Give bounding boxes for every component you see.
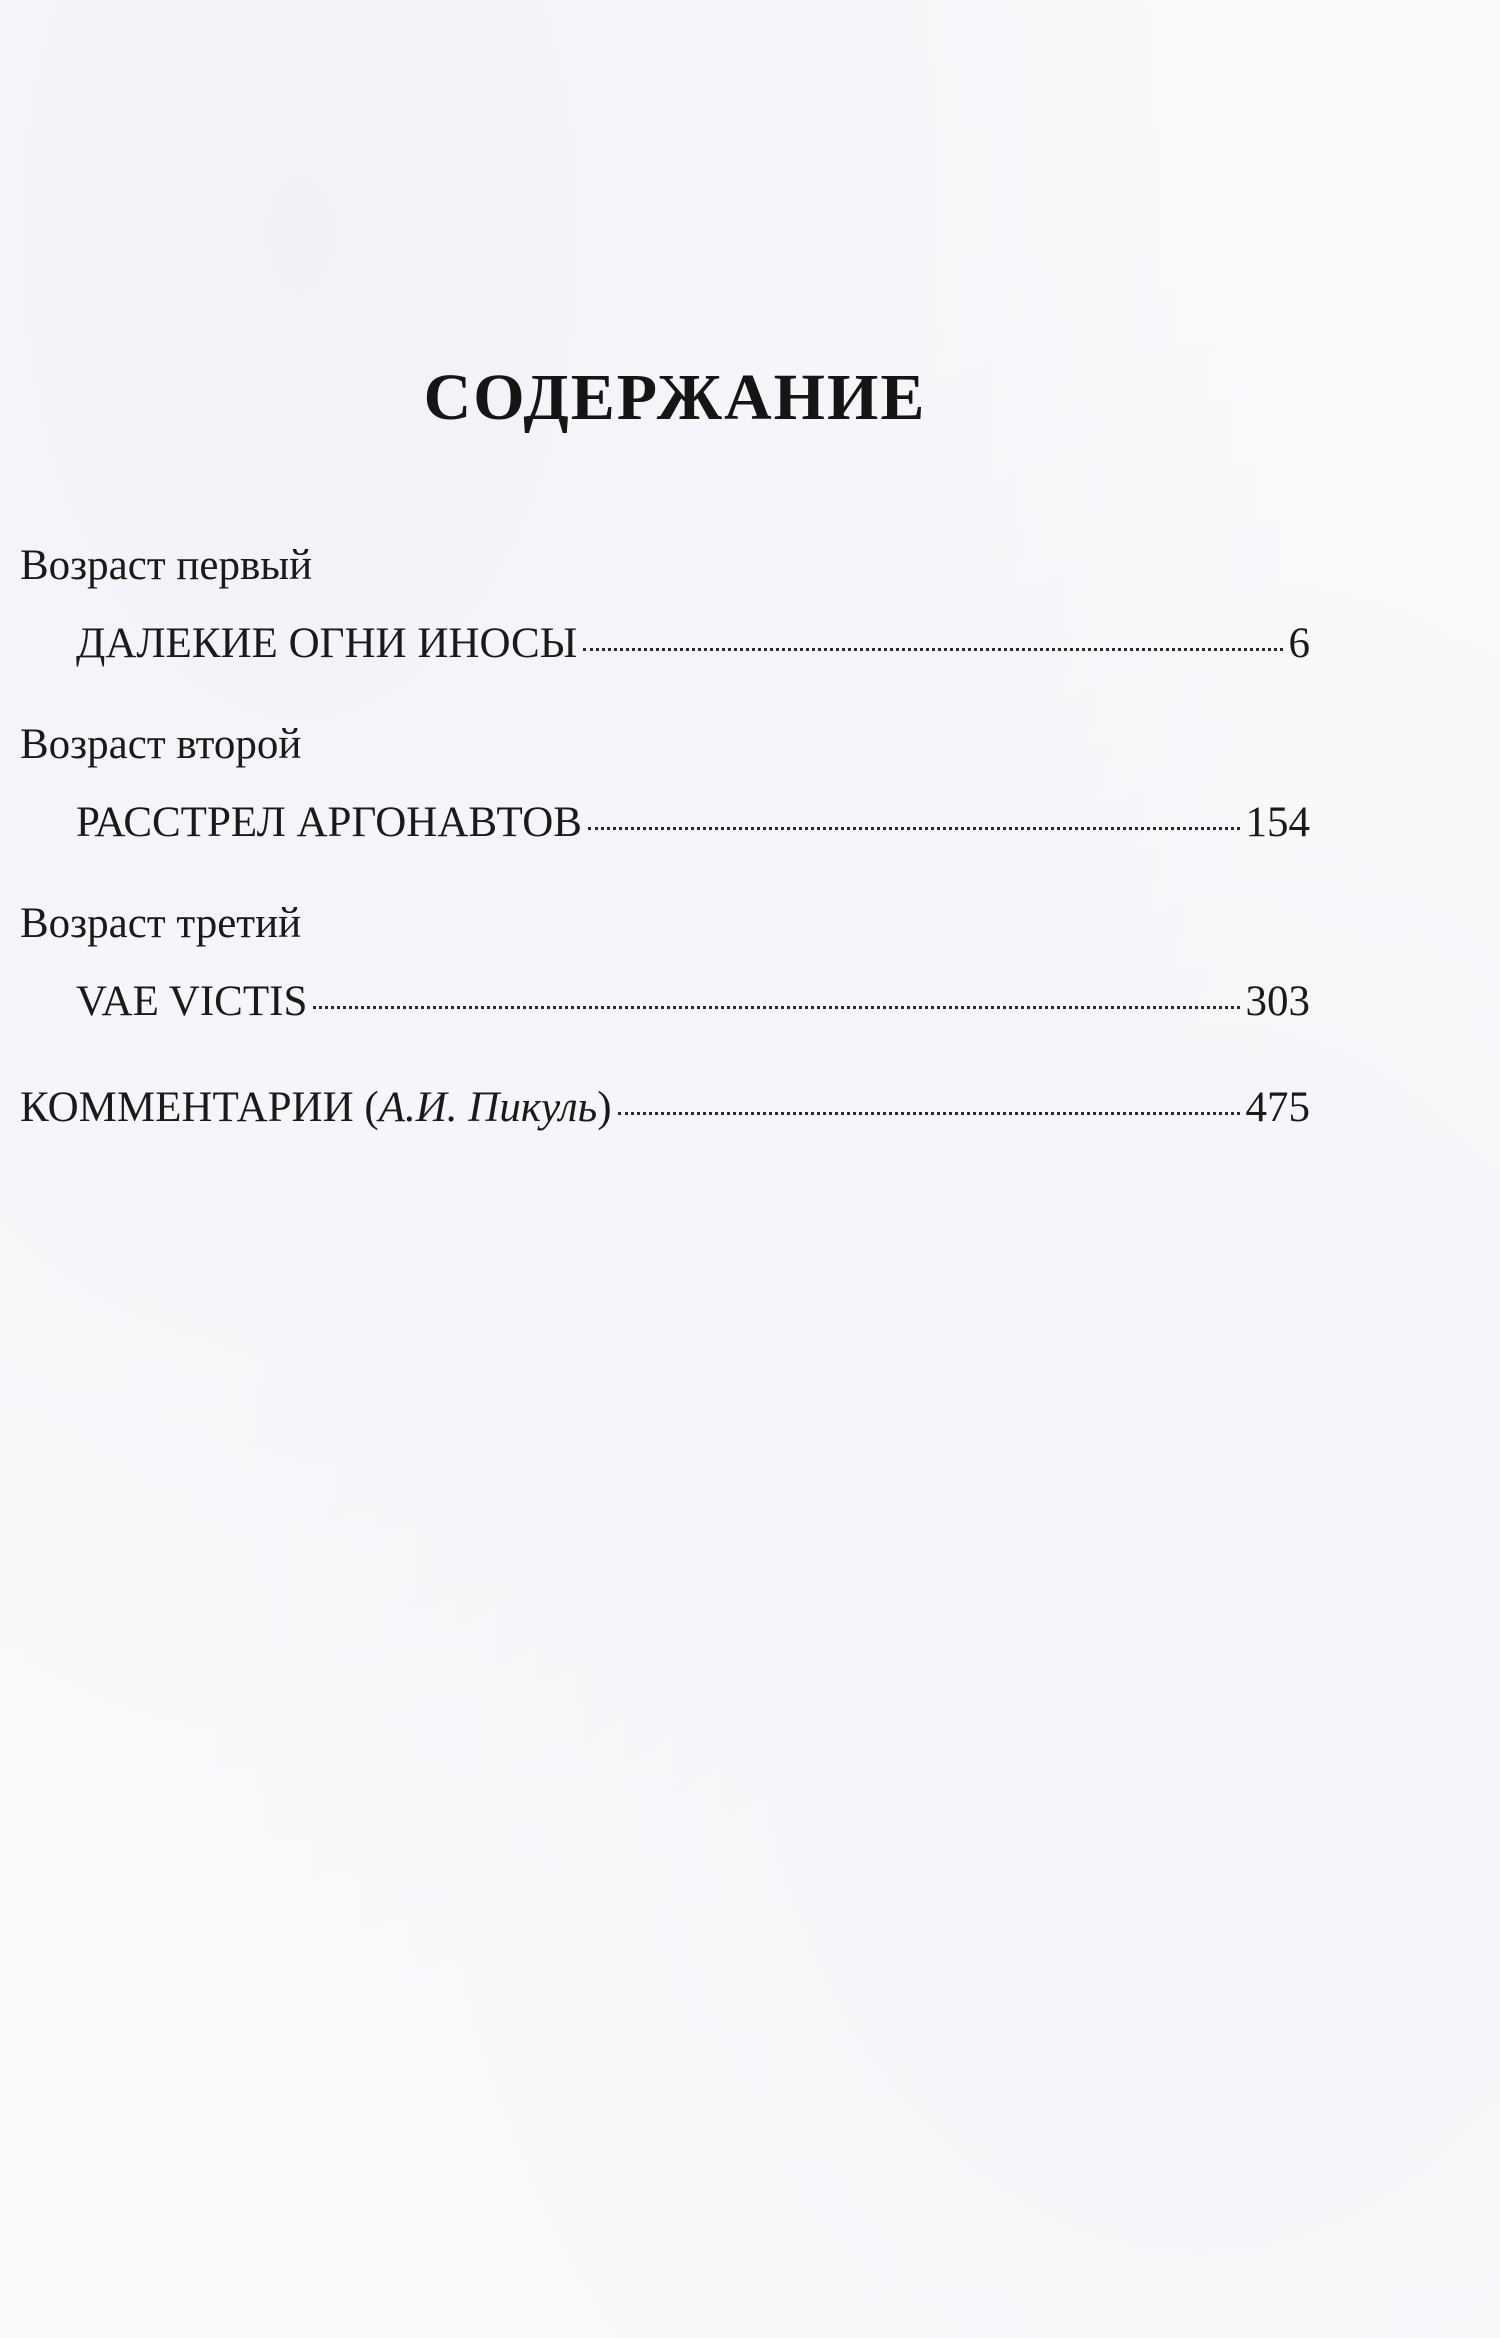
dot-leader (618, 1112, 1240, 1115)
toc-entry-title: ДАЛЕКИЕ ОГНИ ИНОСЫ (76, 619, 578, 667)
commentary-note-open: ( (353, 1083, 379, 1131)
toc-entry-title: VAE VICTIS (76, 977, 308, 1025)
toc-section-3: Возраст третий (20, 900, 302, 948)
toc-entry-3[interactable] (20, 976, 1310, 1028)
commentary-label: КОММЕНТАРИИ (20, 1083, 354, 1131)
table-of-contents (20, 540, 1310, 1133)
page-title: СОДЕРЖАНИЕ (423, 361, 927, 434)
toc-section-1: Возраст первый (20, 542, 313, 589)
toc-entry-title: РАССТРЕЛ АРГОНАВТОВ (76, 798, 582, 846)
toc-page-number: 475 (1245, 1083, 1310, 1131)
toc-entry-2[interactable] (20, 797, 1310, 849)
toc-page-number: 154 (1245, 798, 1310, 846)
toc-section-2: Возраст второй (20, 721, 302, 769)
toc-page-number: 6 (1288, 619, 1310, 667)
commentary-note-close: ) (597, 1083, 612, 1131)
toc-entry-title (20, 1082, 612, 1134)
dot-leader (588, 827, 1240, 830)
commentary-author: А.И. Пикуль (378, 1083, 598, 1131)
toc-entry-commentary[interactable] (20, 1082, 1310, 1134)
dot-leader (583, 648, 1282, 651)
dot-leader (313, 1006, 1239, 1009)
toc-page-number: 303 (1245, 977, 1310, 1025)
toc-entry-1[interactable] (20, 618, 1310, 670)
